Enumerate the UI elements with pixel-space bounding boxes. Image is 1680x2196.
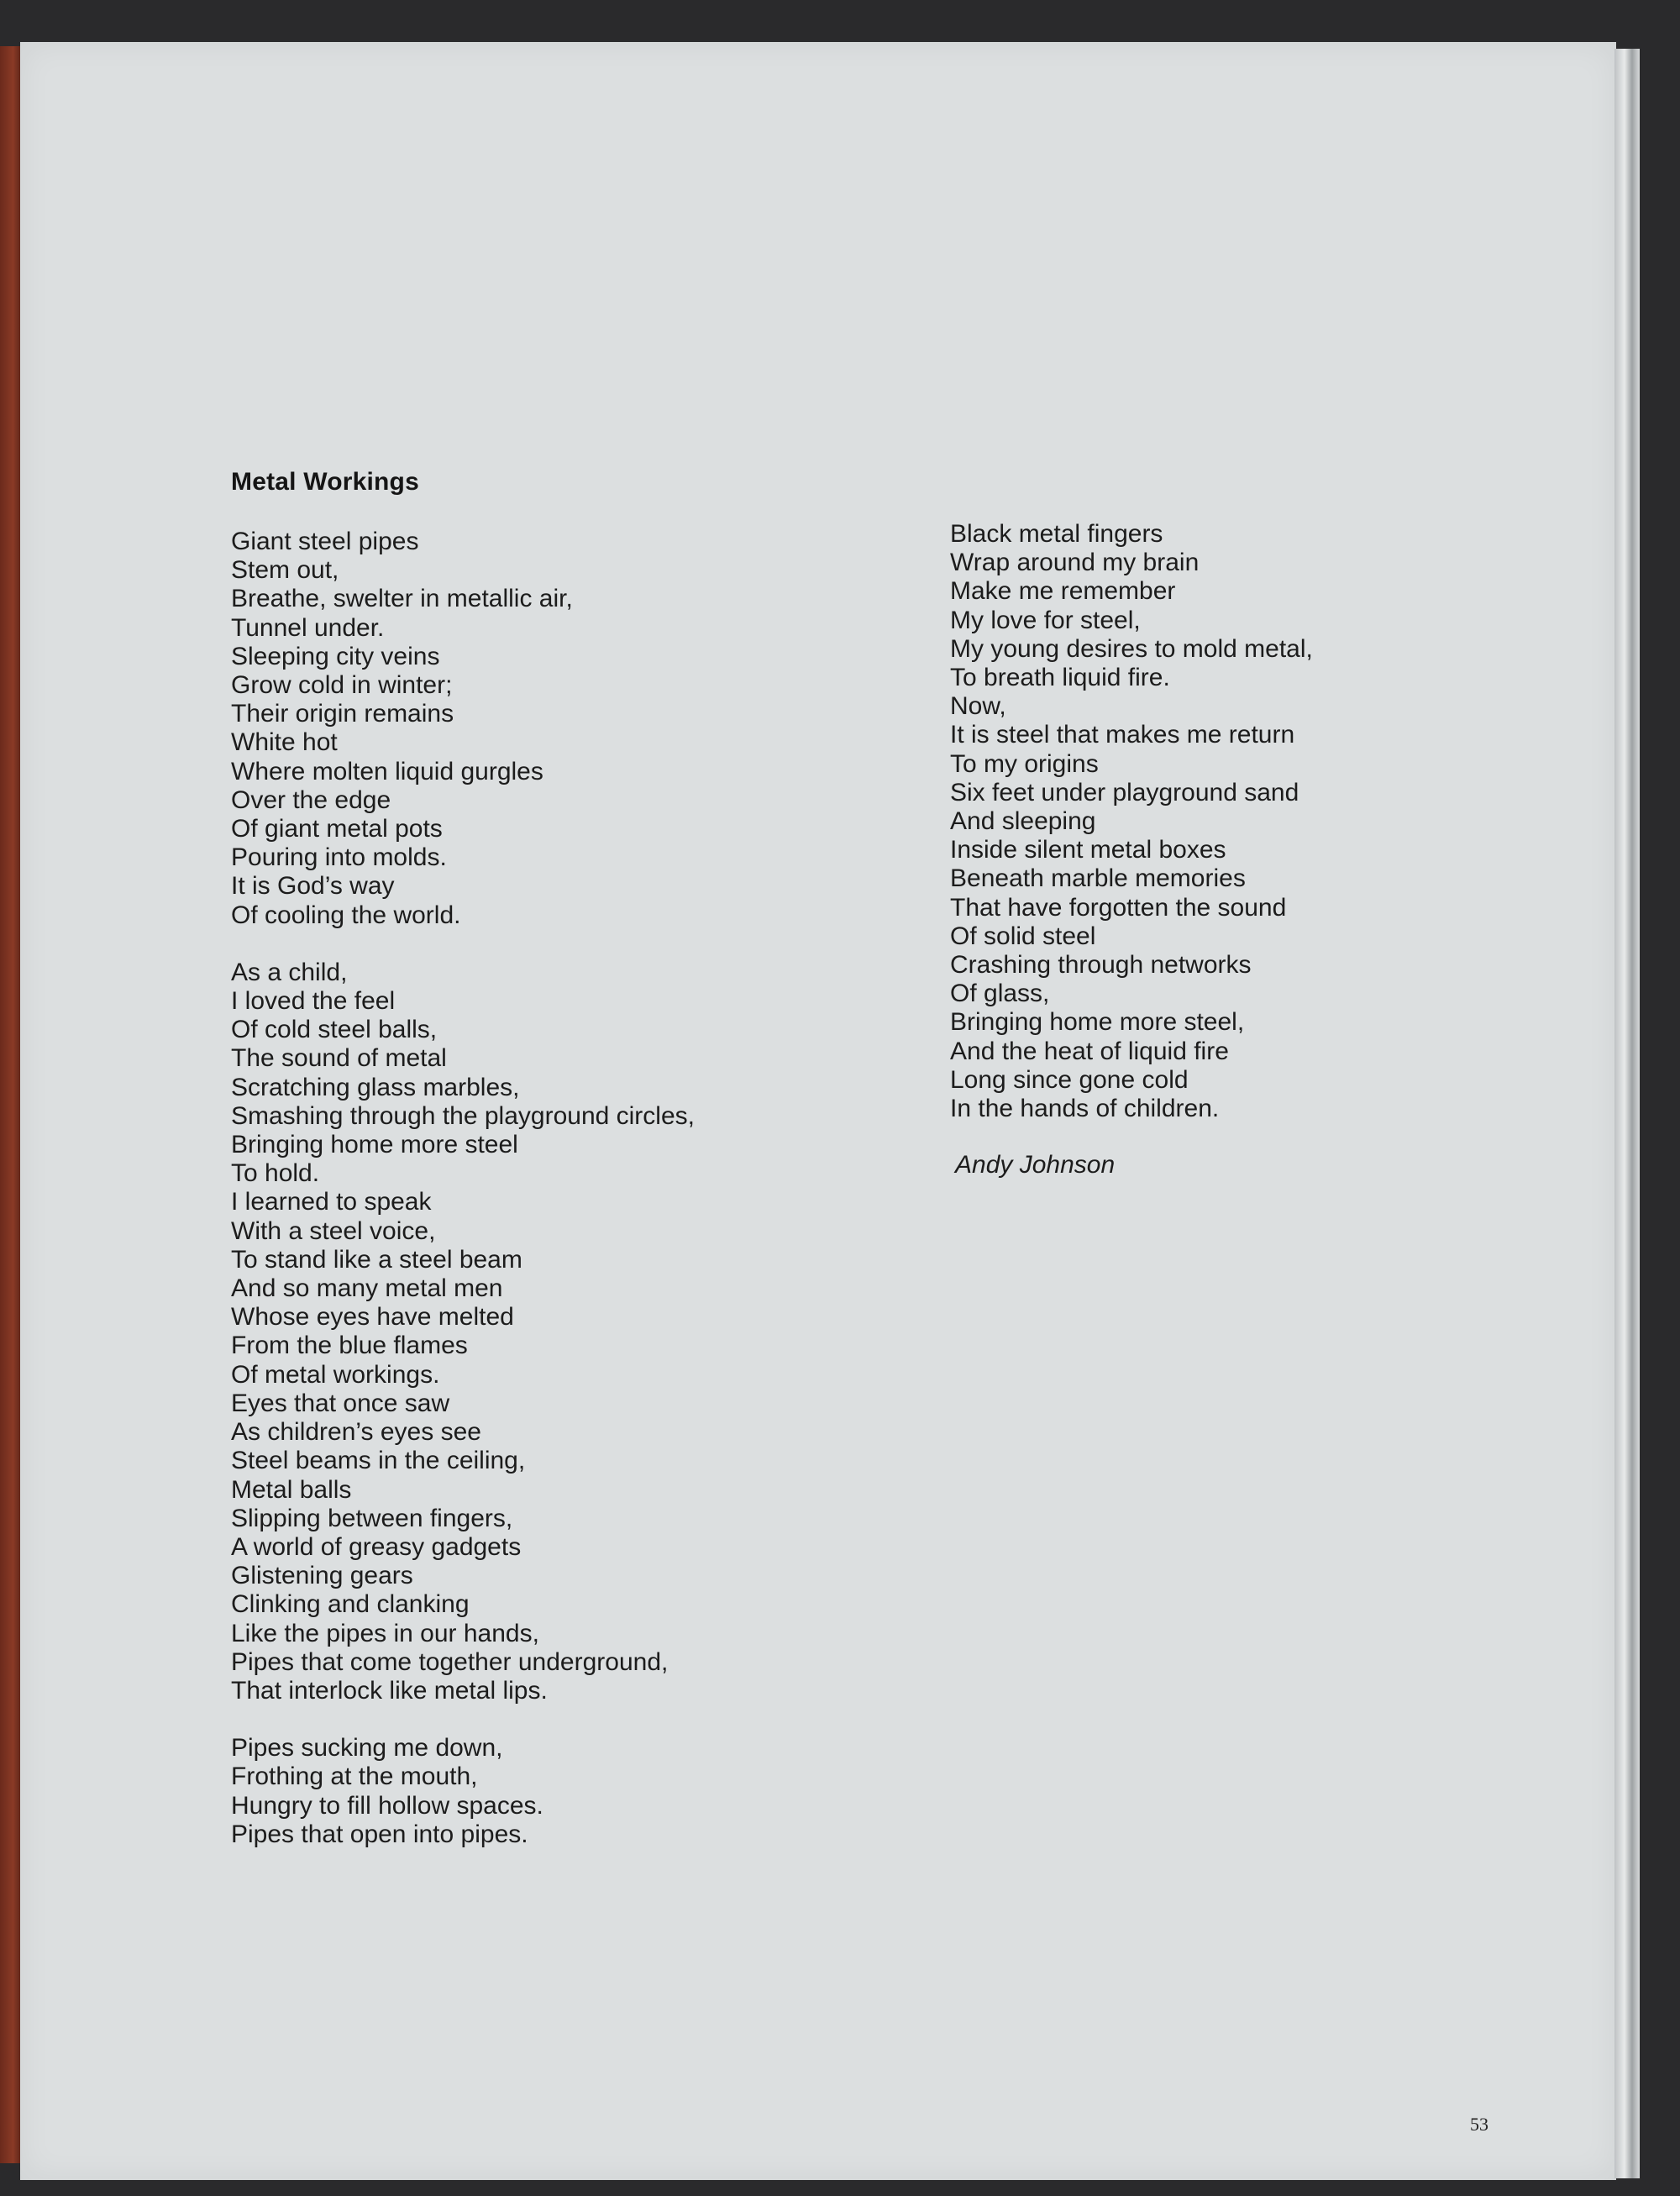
- poem-line: Beneath marble memories: [950, 864, 1246, 893]
- poem-line: Scratching glass marbles,: [231, 1073, 520, 1101]
- poem-line: From the blue flames: [231, 1332, 468, 1360]
- poem-line: To hold.: [231, 1159, 320, 1188]
- poem-line: To stand like a steel beam: [231, 1245, 522, 1274]
- poem-line: I learned to speak: [231, 1188, 432, 1216]
- poem-line: In the hands of children.: [950, 1095, 1220, 1123]
- poem-line: As a child,: [231, 958, 348, 986]
- poem-line: Make me remember: [950, 577, 1176, 606]
- stanza: [950, 520, 1538, 1123]
- poem-line: Pipes sucking me down,: [231, 1734, 503, 1763]
- poem-line: Eyes that once saw: [231, 1389, 450, 1417]
- poem-line: It is God’s way: [231, 872, 395, 901]
- page-number: 53: [1470, 2114, 1488, 2135]
- poem-line: I loved the feel: [231, 987, 396, 1016]
- poem-line: Bringing home more steel: [231, 1131, 518, 1159]
- poem-line: Their origin remains: [231, 700, 454, 728]
- book-page: [20, 42, 1616, 2180]
- right-column: [950, 520, 1538, 1123]
- poem-line: Of glass,: [950, 980, 1050, 1008]
- poem-line: That have forgotten the sound: [950, 893, 1287, 922]
- poem-line: Black metal fingers: [950, 520, 1163, 548]
- poem-line: Like the pipes in our hands,: [231, 1619, 539, 1647]
- left-column: [231, 528, 819, 1849]
- stanza: [231, 1734, 819, 1849]
- poem-line: As children’s eyes see: [231, 1418, 481, 1447]
- poem-line: Pouring into molds.: [231, 843, 447, 872]
- poem-line: To my origins: [950, 749, 1099, 778]
- poem-line: White hot: [231, 728, 338, 757]
- poem-line: Of cold steel balls,: [231, 1016, 438, 1044]
- poem-line: To breath liquid fire.: [950, 664, 1170, 692]
- poem-line: Of solid steel: [950, 922, 1096, 950]
- poem-line: Of metal workings.: [231, 1360, 440, 1389]
- poem-line: The sound of metal: [231, 1044, 447, 1073]
- poem-line: Slipping between fingers,: [231, 1504, 513, 1532]
- poem-line: It is steel that makes me return: [950, 721, 1295, 749]
- poem-line: Inside silent metal boxes: [950, 836, 1226, 864]
- page-edge: [1614, 49, 1640, 2178]
- poem-title: Metal Workings: [231, 468, 419, 496]
- poem-line: With a steel voice,: [231, 1216, 436, 1245]
- poem-line: Grow cold in winter;: [231, 671, 453, 700]
- poem-line: Now,: [950, 692, 1006, 721]
- poem-line: And sleeping: [950, 807, 1096, 836]
- book-spine: [0, 46, 22, 2163]
- poem-line: Pipes that open into pipes.: [231, 1820, 528, 1848]
- poem-line: Frothing at the mouth,: [231, 1763, 478, 1791]
- poem-line: Sleeping city veins: [231, 642, 440, 670]
- poem-line: Six feet under playground sand: [950, 778, 1299, 806]
- poem-line: Glistening gears: [231, 1562, 413, 1590]
- poem-line: Clinking and clanking: [231, 1590, 470, 1619]
- poem-line: Bringing home more steel,: [950, 1008, 1245, 1037]
- poem-line: A world of greasy gadgets: [231, 1532, 522, 1561]
- poem-line: That interlock like metal lips.: [231, 1676, 548, 1705]
- poem-line: Tunnel under.: [231, 613, 385, 642]
- poem-line: Of giant metal pots: [231, 815, 443, 843]
- poem-line: And so many metal men: [231, 1274, 503, 1303]
- poem-line: Smashing through the playground circles,: [231, 1101, 695, 1130]
- poem-line: Breathe, swelter in metallic air,: [231, 585, 573, 613]
- poem-line: Wrap around my brain: [950, 549, 1200, 577]
- poem-line: Hungry to fill hollow spaces.: [231, 1791, 543, 1820]
- stanza: [231, 528, 819, 930]
- poem-line: Stem out,: [231, 556, 339, 585]
- poem-line: Whose eyes have melted: [231, 1303, 514, 1332]
- poem-line: Pipes that come together underground,: [231, 1647, 669, 1676]
- poem-line: Long since gone cold: [950, 1065, 1189, 1094]
- poem-line: Where molten liquid gurgles: [231, 757, 543, 785]
- poem-line: Crashing through networks: [950, 951, 1252, 980]
- poem-line: Over the edge: [231, 785, 391, 814]
- author-signature: Andy Johnson: [955, 1151, 1116, 1179]
- poem-line: Of cooling the world.: [231, 901, 461, 929]
- poem-line: My love for steel,: [950, 606, 1141, 634]
- poem-line: My young desires to mold metal,: [950, 634, 1313, 663]
- poem-line: Metal balls: [231, 1475, 352, 1504]
- poem-line: Giant steel pipes: [231, 528, 419, 555]
- poem-line: Steel beams in the ceiling,: [231, 1447, 526, 1475]
- stanza: [231, 959, 819, 1705]
- poem-line: And the heat of liquid fire: [950, 1037, 1229, 1065]
